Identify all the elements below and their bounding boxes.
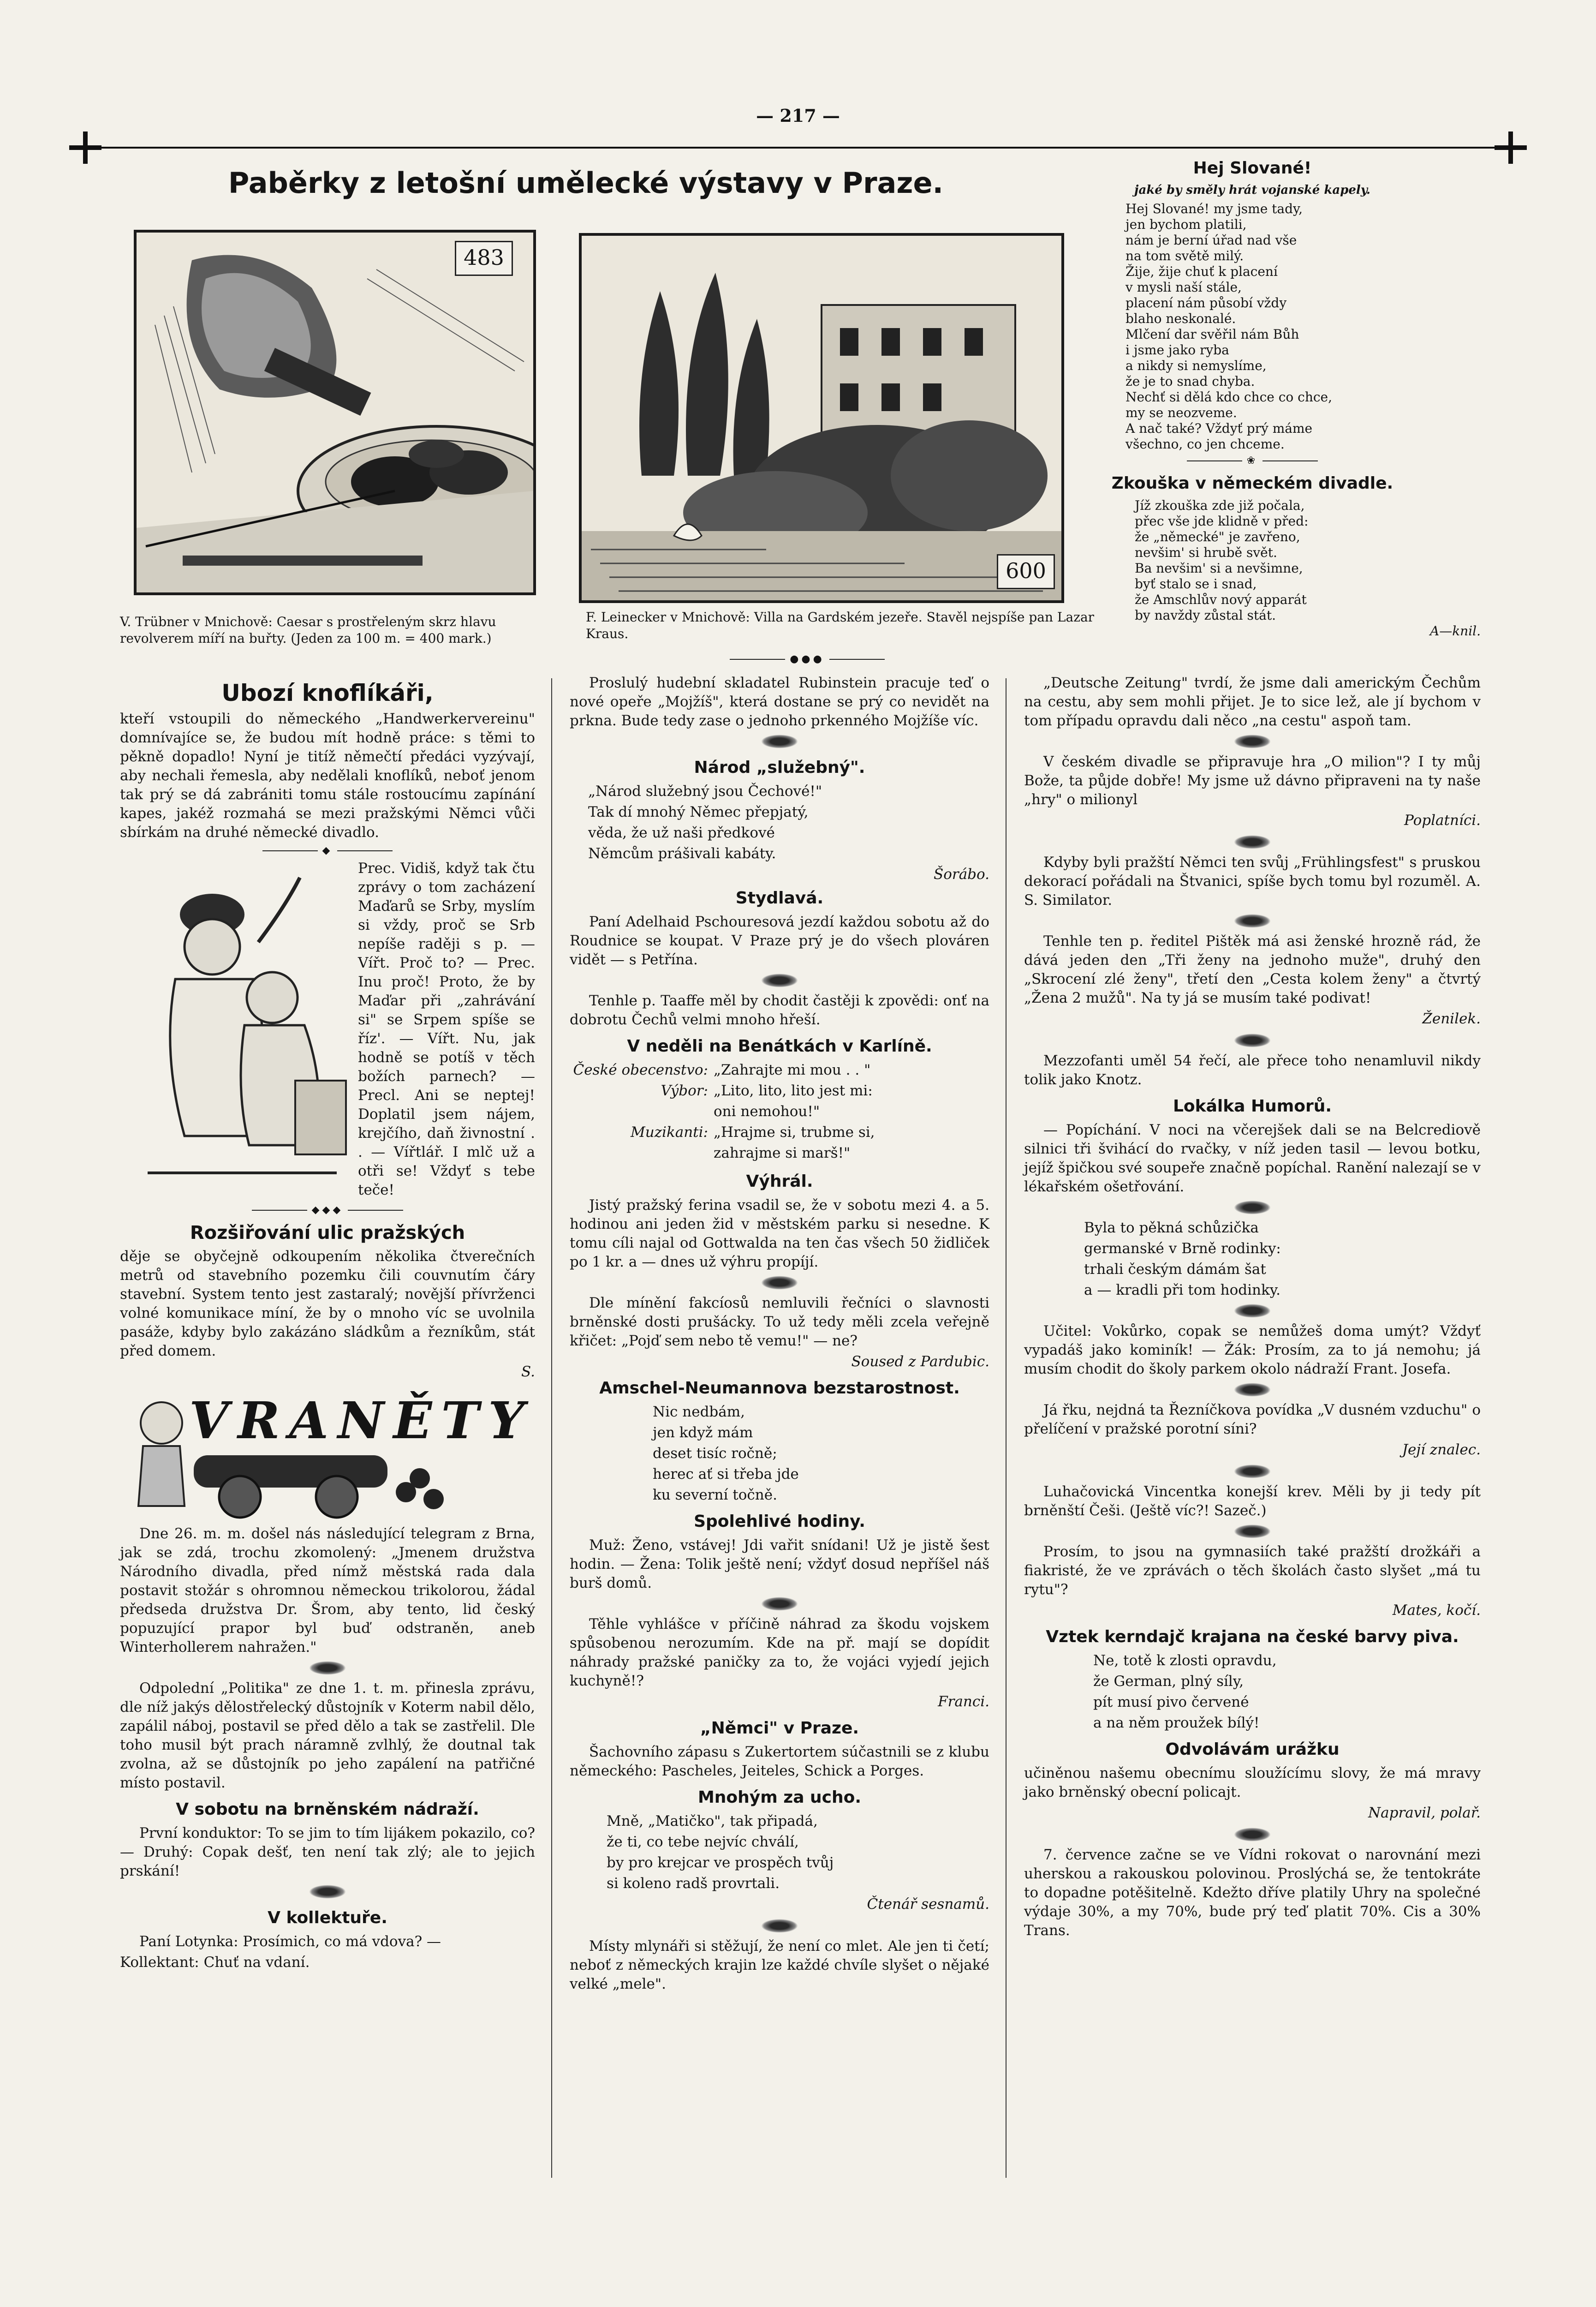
verse (1024, 201, 1481, 452)
heading: „Němci" v Praze. (700, 1719, 859, 1738)
signature: Franci. (938, 1693, 989, 1710)
ornament (570, 1595, 989, 1613)
villa-illustration (582, 236, 1061, 600)
banner-vranety (120, 1386, 535, 1520)
verse (570, 1812, 989, 1893)
verse-line: trhali českým dámám šat (1084, 1261, 1266, 1278)
column-3 (1024, 157, 1481, 642)
paragraph: Já řku, nejdná ta Řezníčkova povídka „V dusném vzduchu" o přelíčení v pražské porotní síni? (1024, 1402, 1481, 1437)
signature: Napravil, polař. (1368, 1805, 1481, 1821)
figure-villa (579, 233, 1064, 603)
verse-line: na tom světě milý. (1126, 248, 1244, 263)
dialog-line (570, 1144, 989, 1165)
paragraph: Proslulý hudební skladatel Rubinstein pracuje teď o nové opeře „Mojžíš", která dostane se prý co nevidět na prkna. Bude tedy zase o jednoho prkenného Mojžíše víc. (570, 675, 989, 729)
paragraph: Tenhle p. Taaffe měl by chodit častěji k zpovědi: onť na dobrotu Čechů velmi mnoho hřeší. (570, 992, 989, 1028)
dialog-line (570, 1123, 989, 1144)
ornament (570, 971, 989, 990)
paragraph: „Deutsche Zeitung" tvrdí, že jsme dali americkým Čechům na cestu, aby sem mohli přijet. Je to sice lež, ale jí bychom v tom případu opravdu dali něco „na cestu" aspoň tam. (1024, 675, 1481, 729)
heading: Spolehlivé hodiny. (694, 1512, 865, 1531)
heading: Výhrál. (746, 1172, 813, 1191)
ornament (1024, 1825, 1481, 1844)
top-border (101, 147, 1495, 149)
heading: Zkouška v německém divadle. (1111, 474, 1394, 493)
paragraph: děje se obyčejně odkoupením několika čtverečních metrů od stavebního pozemku čili couvnutím čáry stavební. System tento jest zastaralý; novější přívrženci volné komunikace míní, že by o mnoho víc se uvolnila pasáže, kdyby bylo zakázáno sládkům a řezníkům, stát před domem. (120, 1248, 535, 1359)
divider: ❀ (1024, 455, 1481, 466)
verse (1024, 1219, 1481, 1300)
ornament (1024, 732, 1481, 751)
signature: Čtenář sesnamů. (867, 1896, 989, 1913)
ornament (570, 1273, 989, 1292)
divider: ◆◆◆ (120, 1204, 535, 1216)
verse-line: Mlčení dar svěřil nám Bůh (1126, 327, 1299, 342)
column-2 (570, 674, 989, 1996)
verse-line: Němcům prášivali kabáty. (588, 845, 776, 862)
heading: V sobotu na brněnském nádraží. (176, 1800, 479, 1819)
dialog-line (570, 1102, 989, 1123)
page-number: — 217 — (756, 105, 840, 126)
verse (1024, 1651, 1481, 1733)
column-3-lower (1024, 674, 1481, 1942)
speech: oni nemohou!" (714, 1103, 820, 1120)
verse-line: že Amschlův nový apparát (1135, 592, 1307, 607)
verse-line: v mysli naší stále, (1126, 280, 1242, 295)
paragraph: Luhačovická Vincentka konejší krev. Měli by ji tedy pít brněnští Češi. (Ještě víc?! Sazeč.) (1024, 1483, 1481, 1519)
divider: ◆ (120, 845, 535, 856)
verse-line: Jíž zkouška zde již počala, (1135, 498, 1305, 513)
speaker: České obecenstvo: (573, 1062, 708, 1078)
verse-line: herec ať si třeba jde (653, 1466, 799, 1482)
heading: Lokálka Humorů. (1173, 1097, 1332, 1116)
ornament (1024, 1522, 1481, 1541)
paragraph: kteří vstoupili do německého „Handwerkervereinu" domnívajíce se, že budou mít hodně práce: s těmi to pěkně dopadlo! Nyní je titíž němečtí předáci vyzývají, aby nechali řemesla, aby nedělali knoflíků, neboť jenom tak prý se dá zabrániti tomu stále rostoucímu zapínání kapes, jakéž rozmahá se mezi pražskými Němci vůči sbírkám na druhé německé divadlo. (120, 711, 535, 841)
heading: Odvolávám urážku (1165, 1740, 1340, 1759)
figure-caption: V. Trübner v Mnichově: Caesar s prostřeleným skrz hlavu revolverem míří na buřty. (Jeden za 100 m. = 400 mark.) (120, 614, 496, 646)
paragraph: Prosím, to jsou na gymnasiích také pražští drožkáři a fiakristé, že ve zprávách o těch školách často slyšet „má tu rytu"? (1024, 1543, 1481, 1598)
heading: Amschel-Neumannova bezstarostnost. (599, 1379, 960, 1398)
verse-line: nevšim' si hrubě svět. (1135, 545, 1277, 560)
dialog-block (120, 859, 535, 1201)
ornament (1024, 1031, 1481, 1050)
corner-ornament (69, 131, 101, 164)
paragraph: Kdyby byli pražští Němci ten svůj „Frühlingsfest" s pruskou dekorací pořádali na Štvanici, spíše bych tomu byl rozuměl. A. S. Similator. (1024, 854, 1481, 908)
verse-line: přec vše jde klidně v před: (1135, 514, 1309, 529)
speech: „Lito, lito, lito jest mi: (714, 1082, 873, 1099)
verse-line: že „německé" je zavřeno, (1135, 529, 1300, 544)
verse-line: nám je berní úřad nad vše (1126, 233, 1297, 248)
verse-line: že je to snad chyba. (1126, 374, 1255, 389)
speaker (570, 1102, 714, 1123)
heading: V kollektuře. (268, 1908, 387, 1927)
paragraph: Odpolední „Politika" ze dne 1. t. m. přinesla zprávu, dle níž jakýs dělostřelecký důstojník v Koterm nabil dělo, zapálil náboj, postavil se před dělo a tak se zastřelil. Dle toho musil být prach náramně zvlhlý, že doutnal tak zvolna, až se důstojník po jeho zapálení na patřičné místo postavil. (120, 1680, 535, 1791)
paragraph: Šachovního zápasu s Zukertortem súčastnili se z klubu německého: Pascheles, Jeiteles, Schick a Porges. (570, 1744, 989, 1779)
verse-line: Hej Slované! my jsme tady, (1126, 201, 1303, 216)
verse-line: Nechť si dělá kdo chce co chce, (1126, 389, 1333, 405)
signature: Soused z Pardubic. (851, 1353, 989, 1370)
verse-line: že German, plný síly, (1093, 1673, 1244, 1690)
banner-title: VRANĚTY (189, 1391, 534, 1450)
heading: Národ „služebný". (694, 758, 865, 777)
verse-line: Byla to pěkná schůzička (1084, 1219, 1259, 1236)
bakers-illustration (120, 859, 351, 1191)
ornament (1024, 1302, 1481, 1320)
paragraph: Jistý pražský ferina vsadil se, že v sobotu mezi 4. a 5. hodinou ani jeden žid v městském parku si nesedne. K tomu cíli najal od Gottwalda na ten čas všech 50 židliček po 1 kr. a — dnes už výhru propíjí. (570, 1197, 989, 1270)
speech: zahrajme si marš!" (714, 1145, 851, 1161)
ornament (1024, 833, 1481, 851)
paragraph: Dle mínění fakcíosů nemluvili řečníci o slavnosti brněnské dosti prušácky. To už tedy měli zcela veřejně křičet: „Pojď sem nebo tě vemu!" — ne? (570, 1295, 989, 1349)
paragraph: Paní Lotynka: Prosímich, co má vdova? — (139, 1933, 441, 1950)
signature: Poplatníci. (1404, 812, 1481, 829)
paragraph: Paní Adelhaid Pschouresová jezdí každou sobotu až do Roudnice se koupat. V Praze prý je do všech plováren vidět — s Petřína. (570, 914, 989, 968)
verse-line: že ti, co tebe nejvíc chválí, (607, 1834, 799, 1850)
verse-line: byť stalo se i snad, (1135, 576, 1257, 592)
verse-line: by navždy zůstal stát. (1135, 608, 1276, 623)
paragraph: Mezzofanti uměl 54 řečí, ale přece toho nenamluvil nikdy tolik jako Knotz. (1024, 1052, 1481, 1088)
speech: „Hrajme si, trubme si, (714, 1124, 875, 1141)
verse-line: pít musí pivo červené (1093, 1694, 1249, 1710)
ornament (1024, 1462, 1481, 1481)
verse-line: Žije, žije chuť k placení (1126, 264, 1278, 279)
verse-line: všechno, co jen chceme. (1126, 436, 1285, 452)
figure-caesar (134, 230, 536, 595)
paragraph: Těhle vyhlášce v příčině náhrad za škodu vojskem spůsobenou nerozumím. Kde na př. mají se dopídit náhrady pražské paničky za to, že vojáci vyjedí jejich kuchyně!? (570, 1616, 989, 1689)
signature: Šorábo. (933, 866, 989, 883)
verse-line: deset tisíc ročně; (653, 1445, 777, 1462)
paragraph: — Popíchání. V noci na včerejšek dali se na Belcrediově silnici tři švihácí do rvačky, v níž jeden tasil — levou botku, jejíž špičkou své soupeře značně popíchal. Ranění nalezají se v lékařském ošetřování. (1024, 1122, 1481, 1195)
speech: „Zahrajte mi mou . . " (714, 1062, 871, 1078)
verse-line: Ne, totě k zlosti opravdu, (1093, 1652, 1277, 1669)
verse-line: placení nám působí vždy (1126, 295, 1287, 311)
paragraph: Tenhle ten p. ředitel Pištěk má asi ženské hrozně rád, že dává jeden den „Tři ženy na jednoho muže", druhý den „Skrocení zlé ženy", třetí den „Cesta kolem ženy" a čtvrtý „Žena 2 mužů". Na ty já se musím také podivat! (1024, 933, 1481, 1006)
verse-line: germanské v Brně rodinky: (1084, 1240, 1281, 1257)
ornament (1024, 912, 1481, 930)
speaker: Výbor: (661, 1082, 708, 1099)
dialog (570, 1061, 989, 1165)
verse-line: a na něm proužek bílý! (1093, 1715, 1260, 1731)
verse-line: i jsme jako ryba (1126, 342, 1229, 358)
verse-line: Ba nevšim' si a nevšimne, (1135, 561, 1303, 576)
main-title: Paběrky z letošní umělecké výstavy v Praze. (228, 166, 944, 200)
signature: S. (521, 1363, 535, 1380)
column-1 (120, 674, 535, 1974)
ornament (570, 1917, 989, 1935)
paragraph: První konduktor: To se jim to tím lijákem pokazilo, co? — Druhý: Copak dešť, ten není tak zlý; ale to jejich prskání! (120, 1825, 535, 1879)
ornament (1024, 1198, 1481, 1217)
signature: Její znalec. (1402, 1441, 1481, 1458)
ornament (1024, 1381, 1481, 1399)
paragraph: Učitel: Vokůrko, copak se nemůžeš doma umýt? Vždyť vypadáš jako kominík! — Žák: Prosím, za to já nemohu; já musím chodit do školy parkem okolo nádraží Frant. Josefa. (1024, 1323, 1481, 1377)
heading: Rozšiřování ulic pražských (190, 1222, 465, 1243)
verse (1024, 498, 1481, 623)
paragraph: V českém divadle se připravuje hra „O milion"? I ty můj Bože, ta půjde dobře! My jsme už dávno připraveni na ty naše „hry" o milionyl (1024, 753, 1481, 808)
verse-line: ku severní točně. (653, 1487, 777, 1503)
dialog-line (570, 1082, 989, 1102)
figure-tag: 483 (455, 241, 513, 276)
verse-line: „Národ služebný jsou Čechové!" (588, 783, 822, 800)
ornament (120, 1883, 535, 1901)
paragraph: 7. července začne se ve Vídni rokovat o narovnání mezi uherskou a rakouskou polovinou. Proslýchá se, že tentokráte to dopadne potěšitelně. Kdežto dříve platily Uhry na společné výdaje 30%, a my 70%, bude prý teď platit 70%. Cis a 30% Trans. (1024, 1847, 1481, 1939)
verse-line: Tak dí mnohý Němec přepjatý, (588, 804, 809, 820)
verse-line: věda, že už naši předkové (588, 825, 775, 841)
ornament (570, 732, 989, 751)
figure-caption: F. Leinecker v Mnichově: Villa na Gardském jezeře. Stavěl nejspíše pan Lazar Kraus. (586, 610, 1095, 641)
signature: Ženilek. (1422, 1010, 1481, 1027)
signature: A—knil. (1429, 623, 1481, 639)
dialog-line (570, 1061, 989, 1082)
subheading: jaké by směly hrát vojanské kapely. (1134, 183, 1370, 197)
caesar-illustration (137, 233, 533, 592)
paragraph: Kollektant: Chuť na vdaní. (120, 1954, 310, 1971)
verse-line: a — kradli při tom hodinky. (1084, 1282, 1280, 1298)
heading: Vztek kerndajč krajana na české barvy piva. (1046, 1627, 1459, 1646)
paragraph: Dne 26. m. m. došel nás následující telegram z Brna, jak se zdá, trochu zkomolený: „Jmenem družstva Národního divadla, před nímž městská rada dala postavit stožár s ohromnou německou trikolorou, žádal předseda družstva Dr. Šrom, aby tento, lid český popuzující prapor byl buď odstraněn, aneb Winterhollerem nahražen." (120, 1525, 535, 1656)
verse-line: my se neozveme. (1126, 405, 1237, 420)
verse-line: jen bychom platili, (1126, 217, 1247, 232)
paragraph: učiněnou našemu obecnímu sloužícímu slovy, že má mravy jako brněnský obecní policajt. (1024, 1765, 1481, 1800)
verse-line: A nač také? Vždyť prý máme (1126, 421, 1313, 436)
verse-line: Nic nedbám, (653, 1404, 745, 1420)
corner-ornament (1495, 131, 1527, 164)
paragraph: Místy mlynáři si stěžují, že není co mlet. Ale jen ti četí; neboť z německých krajin lze každé chvíle slyšet o nějaké velké „mele". (570, 1938, 989, 1992)
divider: ●●● (600, 653, 1015, 665)
verse-line: blaho neskonalé. (1126, 311, 1236, 326)
heading: Hej Slované! (1193, 159, 1312, 178)
verse (570, 1403, 989, 1505)
verse-line: jen když mám (653, 1424, 753, 1441)
verse-line: Mně, „Matičko", tak připadá, (607, 1813, 818, 1829)
dialog-text: Prec. Vidiš, když tak čtu zprávy o tom zacházení Maďarů se Srby, myslím si vždy, proč se Srb nepíše raději s p. — Vířt. Proč to? — Prec. Inu proč! Proto, že by Maďar při „zahrávání si" se Srpem spíše se říz'. — Vířt. Nu, jak hodně se potíš v těch božích parnech? — Precl. Ani se neptej! Doplatil jsem nájem, krejčího, daň živnostní . . — Vířtlář. I mlč už a otři se! Vždyť s tebe teče! (358, 860, 535, 1198)
paragraph: Muž: Ženo, vstávej! Jdi vařit snídani! Už je jistě šest hodin. — Žena: Tolik ještě není; vždyť dosud nepříšel náš burš domů. (570, 1537, 989, 1591)
verse-line: si koleno radš provrtali. (607, 1875, 780, 1892)
speaker (570, 1144, 714, 1165)
signature: Mates, kočí. (1392, 1602, 1481, 1619)
column-rule (551, 678, 552, 2178)
figure-tag: 600 (997, 554, 1055, 589)
heading: Mnohým za ucho. (697, 1788, 862, 1807)
heading: V neděli na Benátkách v Karlíně. (627, 1037, 932, 1056)
heading: Stydlavá. (735, 889, 824, 908)
speaker: Muzikanti: (630, 1124, 708, 1141)
ornament (120, 1659, 535, 1677)
verse (570, 782, 989, 863)
verse-line: a nikdy si nemyslíme, (1126, 358, 1267, 373)
verse-line: by pro krejcar ve prospěch tvůj (607, 1854, 834, 1871)
heading: Ubozí knoflíkáři, (221, 680, 434, 706)
